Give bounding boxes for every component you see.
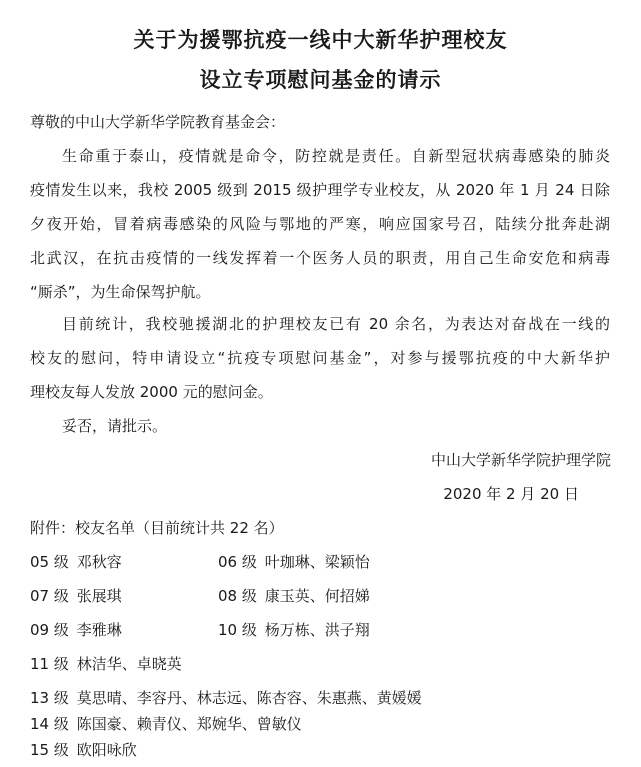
para1-line: 疫情发生以来，我校 2005 级到 2015 级护理学专业校友，从 2020 年 1 月 24 日除: [30, 181, 610, 199]
class-level: 10 级: [218, 621, 257, 639]
class-level: 14 级: [30, 715, 69, 733]
class-level: 15 级: [30, 741, 69, 759]
list-item: [30, 552, 122, 572]
list-item: [30, 586, 122, 606]
alumni-names: 张展琪: [76, 587, 122, 605]
list-item: [30, 740, 137, 760]
class-level: 07 级: [30, 587, 69, 605]
para2-line: 校友的慰问，特申请设立“抗疫专项慰问基金”，对参与援鄂抗疫的中大新华护: [30, 349, 610, 367]
para1-line: 夕夜开始，冒着病毒感染的风险与鄂地的严寒，响应国家号召，陆续分批奔赴湖: [30, 215, 610, 233]
para1-line: “厮杀”，为生命保驾护航。: [30, 283, 211, 301]
class-level: 06 级: [218, 553, 257, 571]
para2-line: 目前统计，我校驰援湖北的护理校友已有 20 余名，为表达对奋战在一线的: [62, 315, 610, 333]
list-item: [30, 714, 302, 734]
list-item: [30, 688, 422, 708]
list-item: [218, 552, 370, 572]
list-item: [218, 586, 370, 606]
alumni-names: 杨万栋、洪子翔: [264, 621, 370, 639]
para1-line: 生命重于泰山，疫情就是命令，防控就是责任。自新型冠状病毒感染的肺炎: [62, 147, 610, 165]
alumni-names: 陈国豪、赖青仪、郑婉华、曾敏仪: [76, 715, 302, 733]
list-item: [30, 654, 182, 674]
class-level: 11 级: [30, 655, 69, 673]
closing-line: 妥否，请批示。: [62, 417, 168, 435]
class-level: 09 级: [30, 621, 69, 639]
alumni-names: 李雅琳: [76, 621, 122, 639]
class-level: 05 级: [30, 553, 69, 571]
para2-line: 理校友每人发放 2000 元的慰问金。: [30, 383, 273, 401]
alumni-names: 欧阳咏欣: [76, 741, 137, 759]
class-level: 08 级: [218, 587, 257, 605]
attachment-header: 附件：校友名单（目前统计共 22 名）: [30, 519, 284, 537]
document-title-line-2: 设立专项慰问基金的请示: [199, 67, 442, 92]
salutation: 尊敬的中山大学新华学院教育基金会：: [30, 113, 286, 131]
alumni-names: 邓秋容: [76, 553, 122, 571]
document-title-line-1: 关于为援鄂抗疫一线中大新华护理校友: [133, 27, 508, 52]
alumni-names: 林洁华、卓晓英: [76, 655, 182, 673]
alumni-names: 康玉英、何招娣: [264, 587, 370, 605]
para1-line: 北武汉，在抗击疫情的一线发挥着一个医务人员的职责，用自己生命安危和病毒: [30, 249, 610, 267]
list-item: [218, 620, 370, 640]
alumni-names: 莫思晴、李容丹、林志远、陈杏容、朱惠燕、黄媛媛: [76, 689, 422, 707]
document-date: 2020 年 2 月 20 日: [443, 485, 579, 503]
signature: 中山大学新华学院护理学院: [430, 451, 611, 469]
alumni-names: 叶珈琳、梁颖怡: [264, 553, 370, 571]
class-level: 13 级: [30, 689, 69, 707]
list-item: [30, 620, 122, 640]
